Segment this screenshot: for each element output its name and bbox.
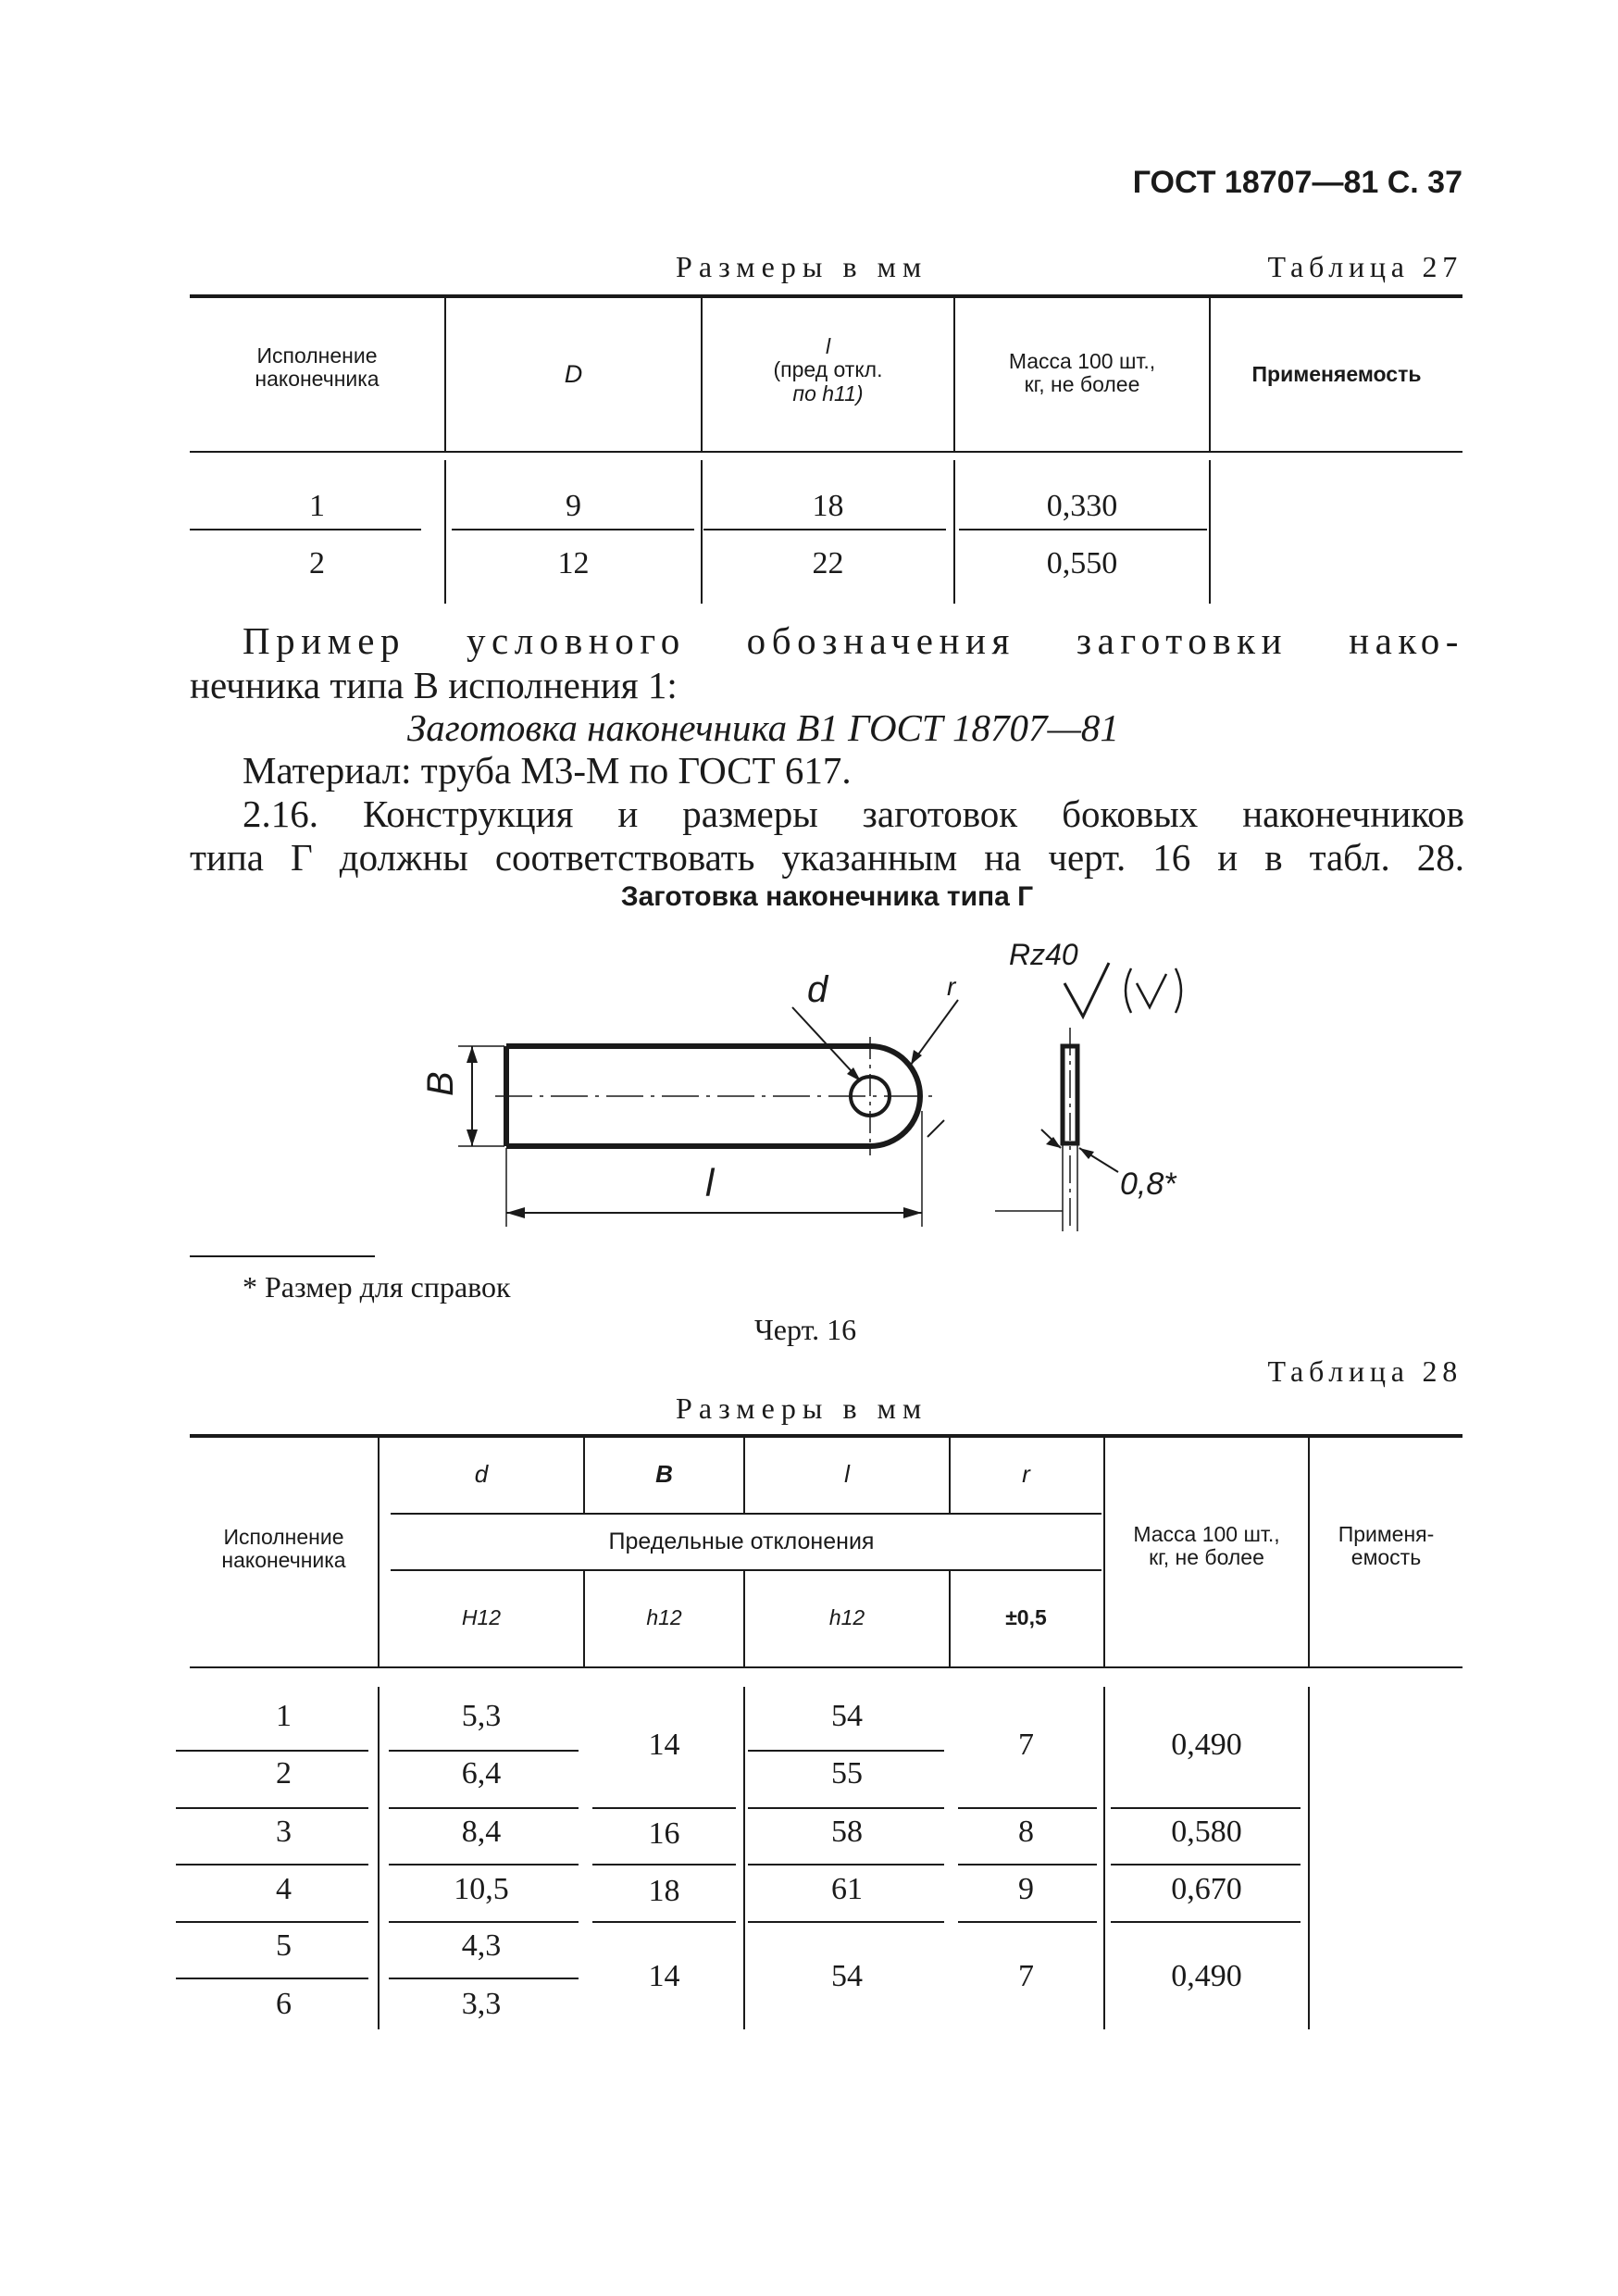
table28-tolerance-r: ±0,5 [1005,1605,1047,1629]
l-arrow-left [506,1207,525,1218]
roughness-check-small-icon [1137,974,1166,1007]
table28-units: Размеры в мм [676,1391,928,1425]
table28-row-rule [176,1921,368,1923]
table28-row-rule [1111,1864,1301,1866]
footnote-rule [190,1255,375,1257]
table28-sub-rule [391,1569,1101,1571]
table28-caption: Таблица 28 [1267,1354,1462,1388]
table27-units: Размеры в мм [676,250,928,283]
table28-cell-r: 7 [1018,1959,1034,1993]
label-r: r [947,972,956,1001]
table27-cell-l: 22 [812,546,844,580]
table28-cell-r: 9 [1018,1872,1034,1906]
table28-row-rule [748,1921,944,1923]
label-d: d [807,969,828,1010]
table28-row-rule [389,1921,579,1923]
table28-cell-execution: 3 [276,1815,292,1849]
table28-body-divider [378,1687,380,2029]
table28-row-rule [592,1921,736,1923]
table28-body-divider [1308,1687,1310,2029]
table28-row-rule [176,1807,368,1809]
table28-cell-execution: 4 [276,1872,292,1906]
table27-header-applicability: Применяемость [1251,362,1422,386]
page-header: ГОСТ 18707—81 С. 37 [1132,165,1462,200]
table28-row-rule [592,1864,736,1866]
label-l: l [705,1161,715,1204]
table27-cell-execution: 1 [309,489,325,523]
table27-cell-mass: 0,550 [1046,546,1118,580]
table28-row-rule [958,1807,1097,1809]
table28-cell-d: 4,3 [461,1928,502,1963]
thickness-arrow-right [1079,1148,1094,1159]
table28-row-rule [389,1864,579,1866]
table28-header-execution: Исполнение наконечника [221,1525,346,1573]
table28-cell-mass: 0,580 [1171,1815,1242,1849]
table28-row-rule [389,1807,579,1809]
label-roughness: Rz40 [1009,938,1078,971]
table28-header-rule [190,1666,1462,1668]
table28-top-rule [190,1434,1462,1438]
table27-header-mass: Масса 100 шт., кг, не более [1008,349,1156,397]
table28-header-limits: Предельные отклонения [608,1529,875,1554]
table28-cell-B: 14 [648,1959,680,1993]
table28-cell-d: 10,5 [454,1872,509,1906]
table27-cell-execution: 2 [309,546,325,580]
thickness-arrow-left [1046,1137,1061,1148]
table28-header-l: l [844,1460,850,1488]
table28-row-rule [1111,1807,1301,1809]
table28-cell-l: 54 [831,1959,863,1993]
table28-tolerance-d: H12 [461,1605,502,1629]
table28-cell-d: 5,3 [461,1699,502,1733]
example-paragraph-line1: Пример условного обозначения заготовки нако- [243,619,1464,662]
table28-cell-execution: 6 [276,1987,292,2021]
table28-row-rule [748,1750,944,1752]
table28-row-rule [748,1807,944,1809]
table28-sub-rule [391,1513,1101,1515]
footnote: * Размер для справок [243,1270,511,1304]
table28-tolerance-B: h12 [646,1605,682,1629]
table28-cell-r: 7 [1018,1728,1034,1762]
table28-row-rule [176,1864,368,1866]
table28-row-rule [176,1750,368,1752]
table28-cell-l: 58 [831,1815,863,1849]
table28-cell-B: 18 [648,1874,680,1908]
table28-row-rule [176,1978,368,1979]
table27-cell-l: 18 [812,489,844,523]
table28-cell-l: 61 [831,1872,863,1906]
table28-cell-B: 14 [648,1728,680,1762]
B-arrow-top [467,1046,478,1063]
table28-tolerance-l: h12 [828,1605,865,1629]
example-paragraph-line2: нечника типа В исполнения 1: [190,664,678,706]
table28-cell-execution: 1 [276,1699,292,1733]
table27-caption: Таблица 27 [1267,250,1462,283]
table28-row-rule [958,1921,1097,1923]
table28-cell-d: 8,4 [461,1815,502,1849]
table28-cell-mass: 0,670 [1171,1872,1242,1906]
table27-header-D: D [564,360,583,388]
clause-line2: типа Г должны соответствовать указанным на черт. 16 и в табл. 28. [190,836,1464,879]
material-line: Материал: труба М3-М по ГОСТ 617. [243,749,852,792]
table28-cell-mass: 0,490 [1171,1728,1242,1762]
r-leader-lower [927,1120,944,1137]
B-arrow-bottom [467,1129,478,1146]
table28-cell-d: 3,3 [461,1987,502,2021]
table27-header-execution: Исполнение наконечника [255,343,380,392]
figure-title: Заготовка наконечника типа Г [620,881,1034,912]
table28-cell-d: 6,4 [461,1756,502,1791]
table27-header-l: l (пред откл. по h11) [773,334,883,406]
table28-row-rule [1111,1921,1301,1923]
figure-caption: Черт. 16 [754,1313,857,1346]
label-thickness: 0,8* [1120,1167,1176,1202]
table28-cell-l: 55 [831,1756,863,1791]
roughness-paren-right-icon [1176,968,1181,1013]
label-B: B [420,1071,461,1096]
table28-row-rule [389,1750,579,1752]
clause-line1: 2.16. Конструкция и размеры заготовок боковых наконечников [243,792,1464,835]
table27-cell-D: 9 [566,489,581,523]
table28-row-rule [748,1864,944,1866]
table28-cell-r: 8 [1018,1815,1034,1849]
table28-header-r: r [1022,1460,1030,1488]
table28-header-applicability: Применя- емость [1338,1522,1435,1570]
table27-cell-mass: 0,330 [1046,489,1118,523]
table28-row-rule [958,1864,1097,1866]
table28-header-d: d [474,1460,489,1488]
table28-cell-mass: 0,490 [1171,1959,1242,1993]
table28-cell-execution: 2 [276,1756,292,1791]
table28-cell-execution: 5 [276,1928,292,1963]
table27-cell-D: 12 [557,546,590,580]
table28-cell-B: 16 [648,1816,680,1851]
table28-header-mass: Масса 100 шт., кг, не более [1133,1522,1280,1570]
table28-row-rule [389,1978,579,1979]
l-arrow-right [903,1207,922,1218]
table28-header-B: B [655,1460,673,1488]
designation-example: Заготовка наконечника В1 ГОСТ 18707—81 [407,706,1119,749]
table28-cell-l: 54 [831,1699,863,1733]
table28-row-rule [592,1807,736,1809]
roughness-paren-left-icon [1126,968,1131,1013]
